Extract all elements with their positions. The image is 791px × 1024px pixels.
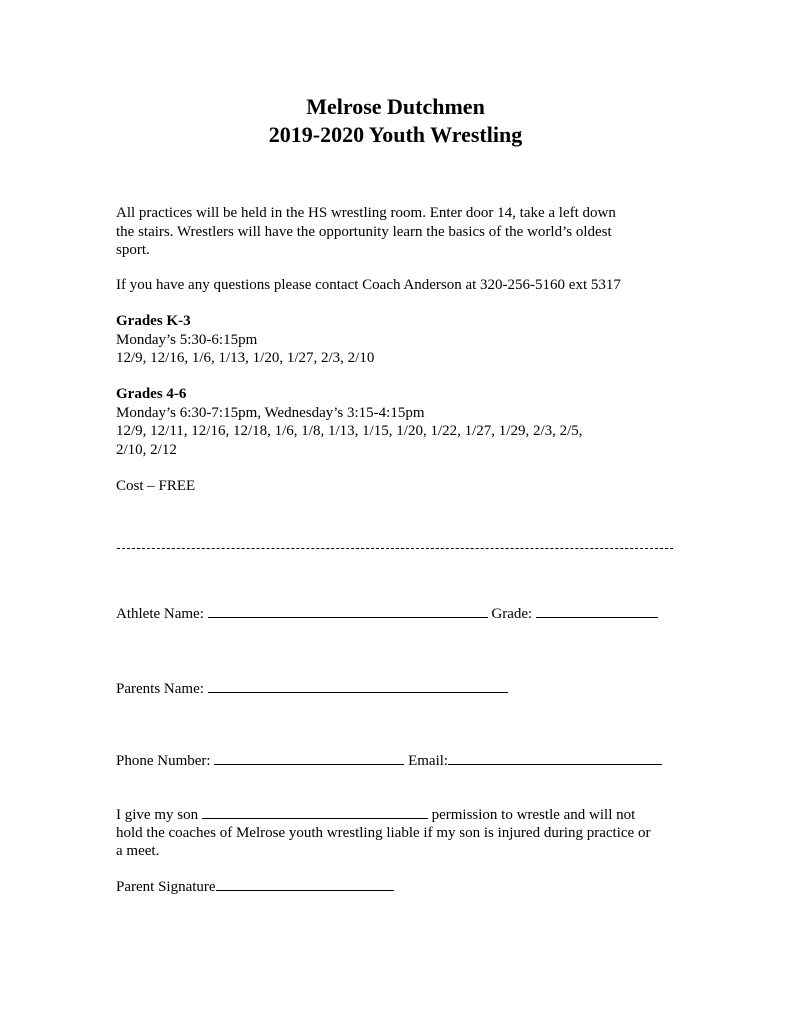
- group-heading: Grades K-3: [116, 313, 191, 329]
- group-schedule: Monday’s 5:30-6:15pm: [116, 331, 258, 348]
- signature-row: [116, 876, 394, 896]
- group-k3: [116, 312, 676, 368]
- contact-line: If you have any questions please contact Coach Anderson at 320-256-5160 ext 5317: [116, 277, 621, 293]
- consent-paragraph: [116, 804, 676, 860]
- document-subtitle: 2019-2020 Youth Wrestling: [268, 122, 523, 147]
- consent-line: a meet.: [116, 843, 160, 859]
- intro-paragraph: [116, 204, 676, 260]
- son-name-field[interactable]: [202, 804, 428, 819]
- consent-text: I give my son: [116, 807, 199, 823]
- consent-line: hold the coaches of Melrose youth wrestling liable if my son is injured during practice or: [116, 825, 651, 841]
- parents-name-field[interactable]: [208, 678, 508, 693]
- consent-line: [116, 804, 676, 824]
- phone-number-label: Phone Number:: [116, 753, 211, 769]
- cut-line-divider: [117, 548, 673, 549]
- intro-line: sport.: [116, 242, 150, 258]
- email-label: Email:: [408, 753, 449, 769]
- intro-line: All practices will be held in the HS wrestling room. Enter door 14, take a left down: [116, 205, 616, 221]
- group-4-6: [116, 385, 676, 459]
- phone-number-field[interactable]: [214, 750, 404, 765]
- email-field[interactable]: [448, 750, 662, 765]
- athlete-row: [116, 603, 658, 623]
- document-title: Melrose Dutchmen: [306, 94, 485, 119]
- parents-name-label: Parents Name:: [116, 681, 204, 697]
- grade-field[interactable]: [536, 603, 658, 618]
- grade-label: Grade:: [491, 606, 533, 622]
- group-schedule: Monday’s 6:30-7:15pm, Wednesday’s 3:15-4:15pm: [116, 404, 425, 421]
- cost-line: Cost – FREE: [116, 478, 196, 494]
- group-dates: 12/9, 12/16, 1/6, 1/13, 1/20, 1/27, 2/3, 2/10: [116, 350, 375, 366]
- consent-text: permission to wrestle and will not: [431, 807, 636, 823]
- group-heading: Grades 4-6: [116, 386, 187, 402]
- athlete-name-label: Athlete Name:: [116, 606, 204, 622]
- parent-signature-field[interactable]: [216, 876, 394, 891]
- parent-signature-label: Parent Signature: [116, 879, 216, 895]
- phone-email-row: [116, 750, 662, 770]
- group-dates: 2/10, 2/12: [116, 441, 177, 458]
- athlete-name-field[interactable]: [208, 603, 488, 618]
- parents-row: [116, 678, 508, 698]
- intro-line: the stairs. Wrestlers will have the opportunity learn the basics of the world’s oldest: [116, 223, 612, 240]
- group-dates: 12/9, 12/11, 12/16, 12/18, 1/6, 1/8, 1/13, 1/15, 1/20, 1/22, 1/27, 1/29, 2/3, 2/5,: [116, 423, 583, 439]
